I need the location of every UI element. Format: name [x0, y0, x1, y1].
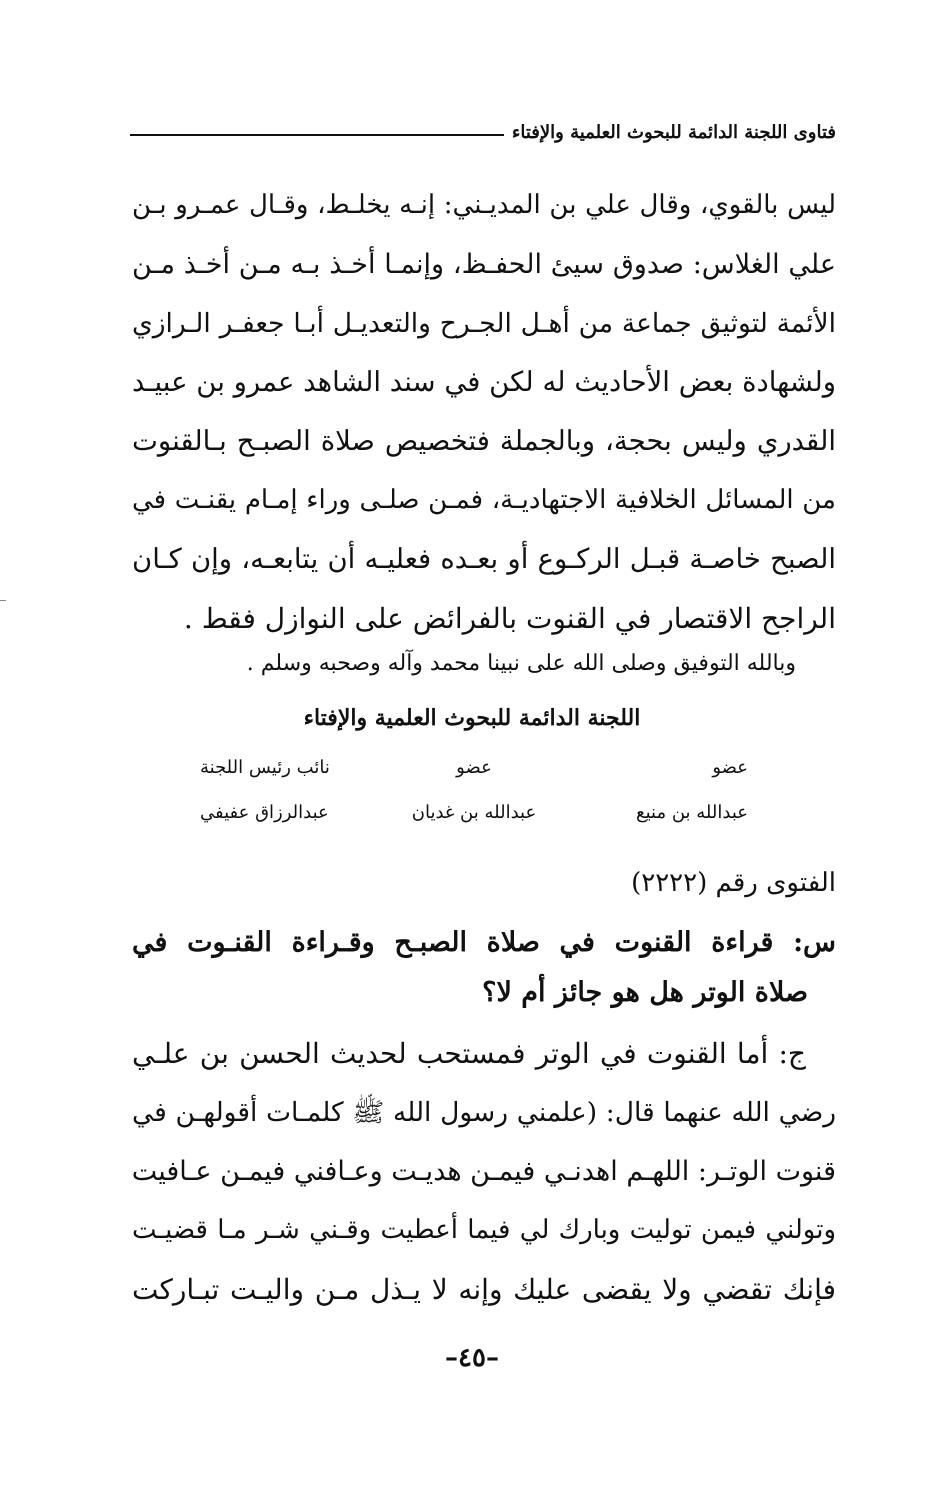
header-title: فتاوى اللجنة الدائمة للبحوث العلمية والإفتاء	[511, 122, 836, 143]
margin-mark	[0, 600, 6, 601]
signature-names	[200, 798, 748, 828]
text-line: ولشهادة بعض الأحاديث له لكن في سند الشاهد عمرو بن عبيـد	[132, 366, 836, 398]
text-line: القدري وليس بحجة، وبالجملة فتخصيص صلاة الصبـح بـالقنوت	[132, 425, 836, 457]
page-number: –٤٥–	[445, 1343, 499, 1373]
fatwa-number: الفتوى رقم (٢٢٢٢)	[631, 868, 836, 898]
text-line: ليس بالقوي، وقال علي بن المديـني: إنـه يخلـط، وقـال عمـرو بـن	[132, 190, 836, 220]
committee-name: اللجنة الدائمة للبحوث العلمية والإفتاء	[303, 705, 641, 731]
text-line: الأئمة لتوثيق جماعة من أهـل الجـرح والتعديـل أبـا جعفـر الـرازي	[132, 308, 836, 339]
text-line: من المسائل الخلافية الاجتهاديـة، فمـن صلـى وراء إمـام يقنـت في	[132, 485, 836, 515]
member-name-2: عبدالله بن غديان	[411, 802, 537, 823]
closing-formula: وبالله التوفيق وصلى الله على نبينا محمد وآله وصحبه وسلم .	[246, 651, 796, 676]
text-line: الصبح خاصـة قبـل الركـوع أو بعـده فعليـه أن يتابعـه، وإن كـان	[132, 543, 836, 575]
answer-line: فإنك تقضي ولا يقضى عليك وإنه لا يـذل مـن واليـت تبـاركت	[132, 1273, 836, 1306]
answer-line: قنوت الوتـر: اللهـم اهدنـي فيمـن هديـت وعـافني فيمـن عـافيت	[131, 1156, 836, 1187]
role-member-1: عضو	[712, 757, 748, 778]
header-rule	[130, 134, 504, 136]
paragraph-1	[132, 176, 836, 648]
question	[132, 918, 836, 1018]
role-vice-chair: نائب رئيس اللجنة	[199, 757, 330, 778]
answer-line: وتولني فيمن توليت وبارك لي فيما أعطيت وقـني شـر مـا قضيـت	[132, 1215, 836, 1245]
question-line: س: قراءة القنوت في صلاة الصبـح وقـراءة القنـوت في	[132, 927, 836, 958]
answer-line: رضي الله عنهما قال: (علمني رسول الله ﷺ كلمـات أقولهـن في	[132, 1097, 836, 1128]
text-line: الراجح الاقتصار في القنوت بالفرائض على النوازل فقط .	[183, 602, 836, 635]
question-line: صلاة الوتر هل هو جائز أم لا؟	[482, 977, 808, 1008]
member-name-3: عبدالرزاق عفيفي	[199, 802, 329, 823]
text-line: علي الغلاس: صدوق سيئ الحفـظ، وإنمـا أخـذ بـه مـن أخـذ مـن	[132, 249, 836, 280]
member-name-1: عبدالله بن منيع	[636, 802, 748, 823]
answer-line: ج: أما القنوت في الوتر فمستحب لحديث الحسن بن علـي	[132, 1037, 806, 1070]
signature-roles	[200, 753, 748, 783]
answer	[132, 1024, 836, 1319]
running-header	[130, 122, 836, 143]
role-member-2: عضو	[456, 757, 492, 778]
